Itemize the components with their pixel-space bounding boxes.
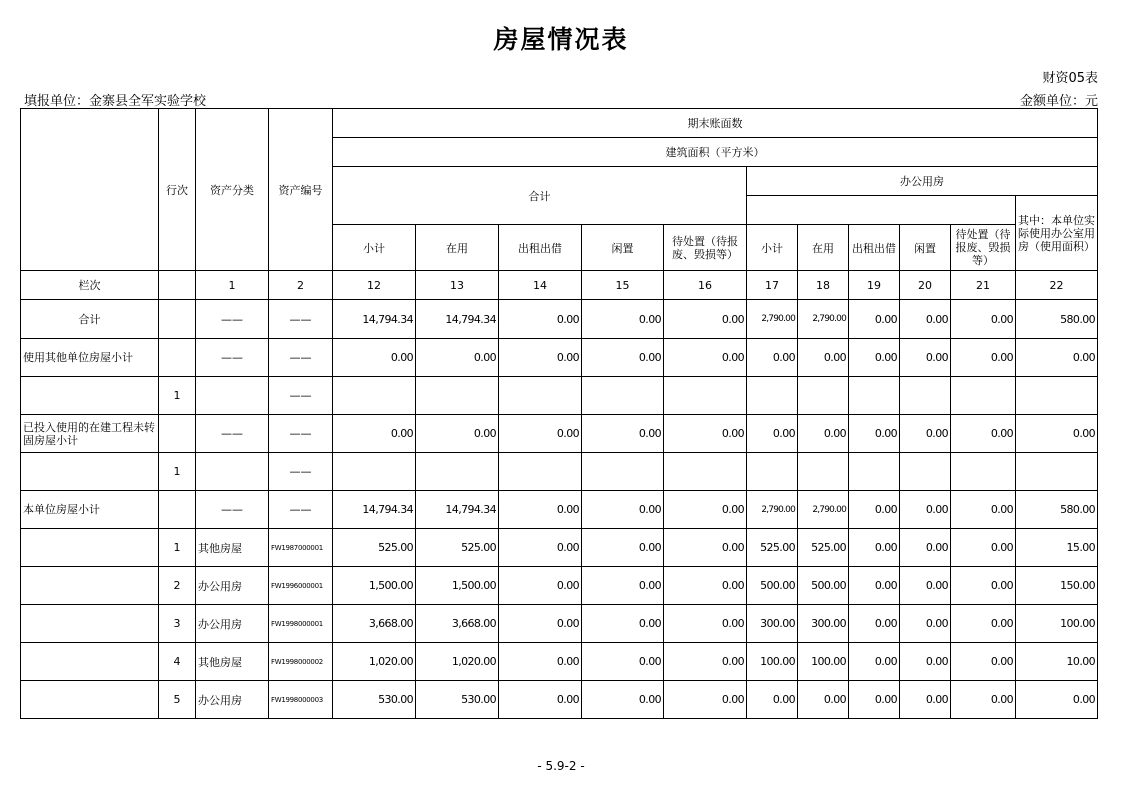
amount-unit: 金额单位：元 xyxy=(1019,94,1098,109)
value-cell: 0.00 xyxy=(416,415,499,453)
value-cell: 0.00 xyxy=(900,567,951,605)
column-index-cell: 13 xyxy=(416,271,499,300)
header-asset-code: 资产编号 xyxy=(269,109,333,271)
asset-code-cell: FW1998000002 xyxy=(269,643,333,681)
reporting-unit: 填报单位：金寨县全军实验学校 xyxy=(24,94,207,109)
value-cell: 3,668.00 xyxy=(416,605,499,643)
value-cell: 0.00 xyxy=(798,681,849,719)
column-index-cell: 20 xyxy=(900,271,951,300)
value-cell: 0.00 xyxy=(951,415,1016,453)
value-cell xyxy=(499,453,582,491)
column-index-cell: 1 xyxy=(196,271,269,300)
value-cell: 0.00 xyxy=(900,529,951,567)
value-cell: 0.00 xyxy=(798,415,849,453)
value-cell: 0.00 xyxy=(849,643,900,681)
value-cell xyxy=(747,453,798,491)
asset-code-cell: FW1987000001 xyxy=(269,529,333,567)
page-number: - 5.9-2 - xyxy=(537,759,585,773)
value-cell xyxy=(416,453,499,491)
value-cell: 0.00 xyxy=(951,300,1016,339)
value-cell: 0.00 xyxy=(499,339,582,377)
row-number: 1 xyxy=(159,377,196,415)
value-cell: 0.00 xyxy=(664,529,747,567)
row-number: 3 xyxy=(159,605,196,643)
header-period-end: 期末账面数 xyxy=(333,109,1098,138)
value-cell: 0.00 xyxy=(499,643,582,681)
value-cell: 14,794.34 xyxy=(333,300,416,339)
table-row xyxy=(21,529,1098,567)
value-cell: 0.00 xyxy=(900,415,951,453)
value-cell xyxy=(499,377,582,415)
value-cell: 0.00 xyxy=(849,491,900,529)
asset-code-cell: —— xyxy=(269,415,333,453)
header-pending-disposal: 待处置（待报废、毁损等） xyxy=(664,225,747,271)
row-number: 2 xyxy=(159,567,196,605)
value-cell: 580.00 xyxy=(1016,300,1098,339)
value-cell: 525.00 xyxy=(333,529,416,567)
value-cell: 0.00 xyxy=(951,605,1016,643)
row-label xyxy=(21,529,159,567)
value-cell xyxy=(951,377,1016,415)
value-cell: 1,500.00 xyxy=(416,567,499,605)
value-cell: 100.00 xyxy=(798,643,849,681)
row-label: 合计 xyxy=(21,300,159,339)
row-label xyxy=(21,567,159,605)
value-cell xyxy=(582,377,664,415)
value-cell: 2,790.00 xyxy=(798,300,849,339)
value-cell: 2,790.00 xyxy=(747,300,798,339)
row-number: 1 xyxy=(159,529,196,567)
value-cell: 0.00 xyxy=(951,529,1016,567)
asset-code-cell: FW1998000001 xyxy=(269,605,333,643)
value-cell: 0.00 xyxy=(416,339,499,377)
asset-category-cell: 其他房屋 xyxy=(196,529,269,567)
value-cell: 0.00 xyxy=(582,300,664,339)
value-cell: 1,020.00 xyxy=(416,643,499,681)
value-cell: 0.00 xyxy=(499,529,582,567)
value-cell: 0.00 xyxy=(499,491,582,529)
table-row xyxy=(21,605,1098,643)
row-label: 已投入使用的在建工程未转固房屋小计 xyxy=(21,415,159,453)
value-cell: 150.00 xyxy=(1016,567,1098,605)
asset-code-cell: —— xyxy=(269,300,333,339)
row-label xyxy=(21,681,159,719)
row-number xyxy=(159,491,196,529)
header-pending-disposal-office: 待处置（待报废、毁损等） xyxy=(951,225,1016,271)
page-title: 房屋情况表 xyxy=(493,25,629,54)
asset-code-cell: —— xyxy=(269,377,333,415)
value-cell: 0.00 xyxy=(849,300,900,339)
value-cell: 0.00 xyxy=(499,681,582,719)
column-index-cell: 18 xyxy=(798,271,849,300)
value-cell xyxy=(582,453,664,491)
asset-code-cell: FW1998000003 xyxy=(269,681,333,719)
value-cell xyxy=(798,453,849,491)
value-cell: 0.00 xyxy=(664,605,747,643)
value-cell: 0.00 xyxy=(664,643,747,681)
value-cell xyxy=(333,453,416,491)
row-number xyxy=(159,300,196,339)
value-cell: 0.00 xyxy=(951,339,1016,377)
header-blank-cell xyxy=(21,109,159,271)
row-number: 4 xyxy=(159,643,196,681)
asset-code-cell: —— xyxy=(269,453,333,491)
asset-category-cell: 办公用房 xyxy=(196,681,269,719)
value-cell: 10.00 xyxy=(1016,643,1098,681)
header-in-use: 在用 xyxy=(416,225,499,271)
value-cell xyxy=(664,377,747,415)
value-cell: 0.00 xyxy=(333,415,416,453)
value-cell: 0.00 xyxy=(951,491,1016,529)
column-index-cell: 14 xyxy=(499,271,582,300)
asset-category-cell xyxy=(196,453,269,491)
value-cell: 525.00 xyxy=(416,529,499,567)
value-cell: 0.00 xyxy=(900,643,951,681)
value-cell: 500.00 xyxy=(798,567,849,605)
header-building-area: 建筑面积（平方米） xyxy=(333,138,1098,167)
value-cell xyxy=(1016,453,1098,491)
value-cell: 530.00 xyxy=(333,681,416,719)
value-cell: 580.00 xyxy=(1016,491,1098,529)
table-row xyxy=(21,339,1098,377)
value-cell: 0.00 xyxy=(951,643,1016,681)
value-cell xyxy=(849,377,900,415)
value-cell xyxy=(849,453,900,491)
value-cell: 0.00 xyxy=(333,339,416,377)
housing-table xyxy=(20,108,1098,719)
value-cell: 0.00 xyxy=(900,491,951,529)
header-office: 办公用房 xyxy=(747,167,1098,196)
value-cell: 0.00 xyxy=(849,529,900,567)
asset-category-cell: —— xyxy=(196,300,269,339)
value-cell: 14,794.34 xyxy=(333,491,416,529)
value-cell: 0.00 xyxy=(664,567,747,605)
value-cell xyxy=(798,377,849,415)
column-index-cell: 2 xyxy=(269,271,333,300)
column-index-cell xyxy=(159,271,196,300)
value-cell: 300.00 xyxy=(798,605,849,643)
value-cell xyxy=(416,377,499,415)
value-cell: 15.00 xyxy=(1016,529,1098,567)
value-cell: 0.00 xyxy=(900,339,951,377)
header-rented: 出租出借 xyxy=(499,225,582,271)
value-cell: 0.00 xyxy=(499,415,582,453)
value-cell xyxy=(900,377,951,415)
value-cell: 14,794.34 xyxy=(416,491,499,529)
value-cell xyxy=(951,453,1016,491)
value-cell: 530.00 xyxy=(416,681,499,719)
value-cell xyxy=(664,453,747,491)
row-number: 1 xyxy=(159,453,196,491)
value-cell: 0.00 xyxy=(499,300,582,339)
asset-category-cell: —— xyxy=(196,491,269,529)
header-asset-category: 资产分类 xyxy=(196,109,269,271)
header-office-blank xyxy=(747,196,1016,225)
column-index-cell: 21 xyxy=(951,271,1016,300)
row-label xyxy=(21,453,159,491)
value-cell: 0.00 xyxy=(582,605,664,643)
value-cell: 0.00 xyxy=(747,339,798,377)
value-cell: 0.00 xyxy=(900,300,951,339)
table-row xyxy=(21,681,1098,719)
row-label: 使用其他单位房屋小计 xyxy=(21,339,159,377)
asset-code-cell: —— xyxy=(269,339,333,377)
header-in-use-office: 在用 xyxy=(798,225,849,271)
asset-category-cell: —— xyxy=(196,415,269,453)
value-cell: 0.00 xyxy=(499,567,582,605)
value-cell xyxy=(747,377,798,415)
row-number: 5 xyxy=(159,681,196,719)
value-cell: 0.00 xyxy=(664,491,747,529)
row-label xyxy=(21,605,159,643)
value-cell: 0.00 xyxy=(849,567,900,605)
value-cell xyxy=(900,453,951,491)
value-cell: 0.00 xyxy=(747,415,798,453)
value-cell: 0.00 xyxy=(1016,681,1098,719)
value-cell: 525.00 xyxy=(747,529,798,567)
header-subtotal: 小计 xyxy=(333,225,416,271)
column-index-cell: 12 xyxy=(333,271,416,300)
table-row xyxy=(21,643,1098,681)
value-cell: 0.00 xyxy=(582,529,664,567)
asset-code-cell: —— xyxy=(269,491,333,529)
column-index-cell: 22 xyxy=(1016,271,1098,300)
header-total: 合计 xyxy=(333,167,747,225)
value-cell: 14,794.34 xyxy=(416,300,499,339)
table-row xyxy=(21,567,1098,605)
value-cell: 0.00 xyxy=(582,643,664,681)
value-cell: 500.00 xyxy=(747,567,798,605)
value-cell xyxy=(333,377,416,415)
value-cell xyxy=(1016,377,1098,415)
table-row xyxy=(21,453,1098,491)
header-idle: 闲置 xyxy=(582,225,664,271)
value-cell: 0.00 xyxy=(849,605,900,643)
value-cell: 100.00 xyxy=(1016,605,1098,643)
value-cell: 0.00 xyxy=(582,339,664,377)
value-cell: 0.00 xyxy=(849,681,900,719)
asset-category-cell: 办公用房 xyxy=(196,605,269,643)
row-label xyxy=(21,643,159,681)
row-number xyxy=(159,415,196,453)
value-cell: 1,020.00 xyxy=(333,643,416,681)
value-cell: 0.00 xyxy=(1016,339,1098,377)
value-cell: 0.00 xyxy=(951,681,1016,719)
value-cell: 0.00 xyxy=(798,339,849,377)
asset-category-cell: 办公用房 xyxy=(196,567,269,605)
value-cell: 0.00 xyxy=(849,415,900,453)
asset-category-cell: —— xyxy=(196,339,269,377)
column-index-row xyxy=(21,271,1098,300)
value-cell: 0.00 xyxy=(900,605,951,643)
value-cell: 100.00 xyxy=(747,643,798,681)
value-cell: 525.00 xyxy=(798,529,849,567)
value-cell: 0.00 xyxy=(664,415,747,453)
value-cell: 1,500.00 xyxy=(333,567,416,605)
value-cell: 0.00 xyxy=(582,681,664,719)
header-row-no: 行次 xyxy=(159,109,196,271)
header-idle-office: 闲置 xyxy=(900,225,951,271)
table-row xyxy=(21,300,1098,339)
value-cell: 0.00 xyxy=(582,415,664,453)
value-cell: 300.00 xyxy=(747,605,798,643)
column-index-cell: 17 xyxy=(747,271,798,300)
asset-category-cell xyxy=(196,377,269,415)
value-cell: 0.00 xyxy=(1016,415,1098,453)
value-cell: 0.00 xyxy=(849,339,900,377)
column-index-label: 栏次 xyxy=(21,271,159,300)
value-cell: 0.00 xyxy=(747,681,798,719)
row-label: 本单位房屋小计 xyxy=(21,491,159,529)
value-cell: 0.00 xyxy=(664,681,747,719)
value-cell: 2,790.00 xyxy=(747,491,798,529)
value-cell: 0.00 xyxy=(900,681,951,719)
form-number: 财资05表 xyxy=(1042,71,1098,86)
row-number xyxy=(159,339,196,377)
header-subtotal-office: 小计 xyxy=(747,225,798,271)
column-index-cell: 19 xyxy=(849,271,900,300)
value-cell: 0.00 xyxy=(664,339,747,377)
asset-code-cell: FW1996000001 xyxy=(269,567,333,605)
asset-category-cell: 其他房屋 xyxy=(196,643,269,681)
value-cell: 3,668.00 xyxy=(333,605,416,643)
table-row xyxy=(21,377,1098,415)
column-index-cell: 15 xyxy=(582,271,664,300)
value-cell: 0.00 xyxy=(582,491,664,529)
column-index-cell: 16 xyxy=(664,271,747,300)
value-cell: 0.00 xyxy=(499,605,582,643)
table-row xyxy=(21,491,1098,529)
value-cell: 0.00 xyxy=(664,300,747,339)
value-cell: 2,790.00 xyxy=(798,491,849,529)
header-office-actual: 其中：本单位实际使用办公室用房（使用面积） xyxy=(1016,196,1098,271)
header-rented-office: 出租出借 xyxy=(849,225,900,271)
table-row xyxy=(21,415,1098,453)
value-cell: 0.00 xyxy=(951,567,1016,605)
row-label xyxy=(21,377,159,415)
value-cell: 0.00 xyxy=(582,567,664,605)
